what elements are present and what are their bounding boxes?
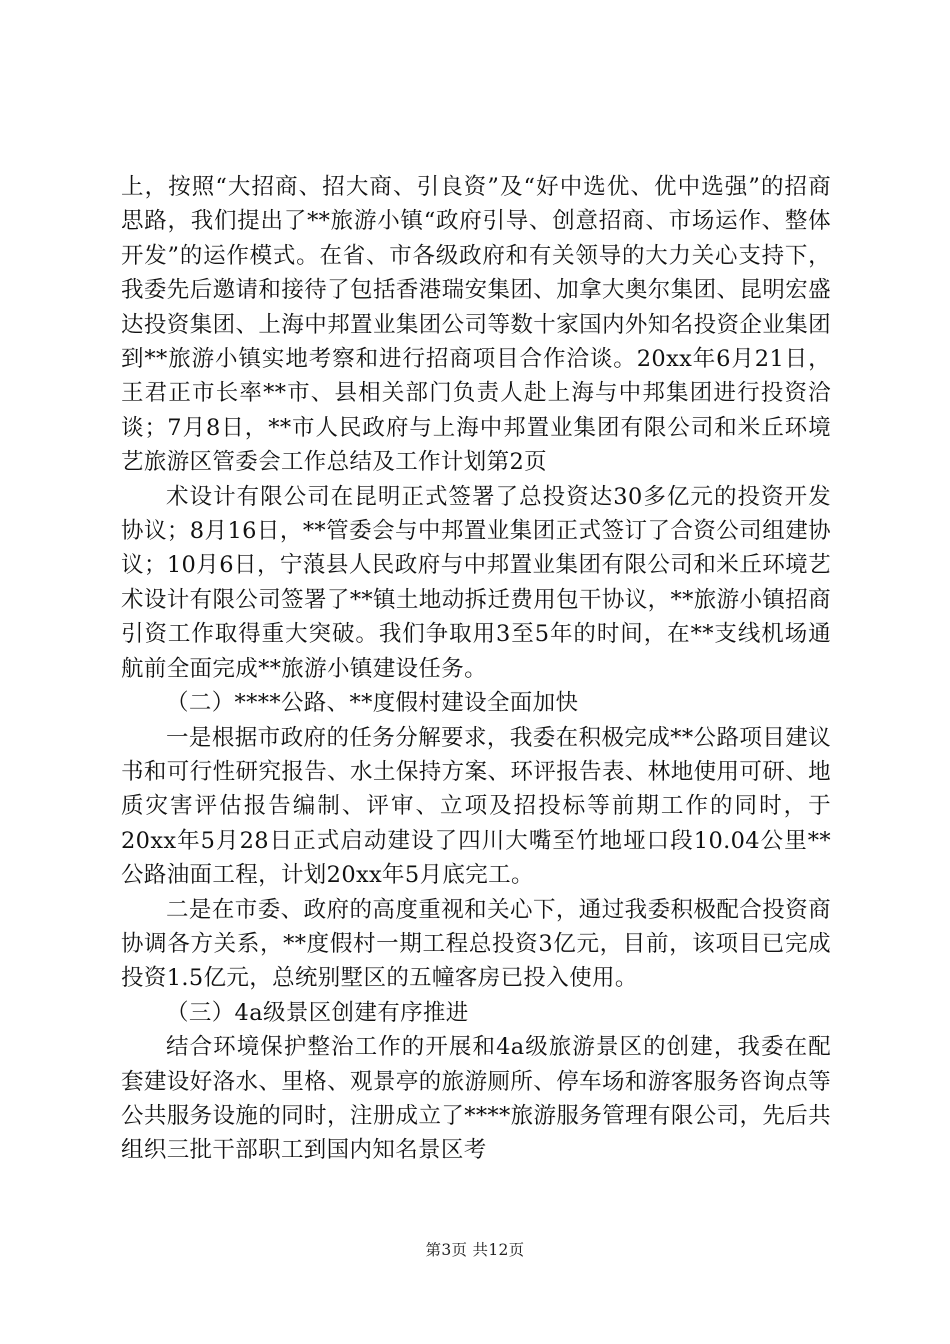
document-body xyxy=(121,170,831,1168)
paragraph-scenic-area: 结合环境保护整治工作的开展和4a级旅游景区的创建，我委在配套建设好洛水、里格、观景亭的旅游厕所、停车场和游客服务咨询点等公共服务设施的同时，注册成立了****旅游服务管理有限公司，先后共组织三批干部职工到国内知名景区考 xyxy=(121,1034,831,1164)
paragraph-road-project: 一是根据市政府的任务分解要求，我委在积极完成**公路项目建议书和可行性研究报告、水土保持方案、环评报告表、林地使用可研、地质灾害评估报告编制、评审、立项及招投标等前期工作的同时，于20xx年5月28日正式启动建设了四川大嘴至竹地垭口段10.04公里**公路油面工程，计划20xx年5月底完工。 xyxy=(121,724,831,889)
paragraph-resort-project: 二是在市委、政府的高度重视和关心下，通过我委积极配合投资商协调各方关系，**度假村一期工程总投资3亿元，目前，该项目已完成投资1.5亿元，总统别墅区的五幢客房已投入使用。 xyxy=(121,896,831,992)
section-heading-3: （三）4a级景区创建有序推进 xyxy=(166,999,469,1026)
section-heading-2: （二）****公路、**度假村建设全面加快 xyxy=(166,690,579,717)
paragraph-continuation: 上，按照“大招商、招大商、引良资”及“好中选优、优中选强”的招商思路，我们提出了**旅游小镇“政府引导、创意招商、市场运作、整体开发”的运作模式。在省、市各级政府和有关领导的大力关心支持下，我委先后邀请和接待了包括香港瑞安集团、加拿大奥尔集团、昆明宏盛达投资集团、上海中邦置业集团公司等数十家国内外知名投资企业集团到**旅游小镇实地考察和进行招商项目合作洽谈。20xx年6月21日，王君正市长率**市、县相关部门负责人赴上海与中邦集团进行投资洽谈；7月8日，**市人民政府与上海中邦置业集团有限公司和米丘环境艺旅游区管委会工作总结及工作计划第2页 xyxy=(121,174,831,476)
paragraph-investment-agreement: 术设计有限公司在昆明正式签署了总投资达30多亿元的投资开发协议；8月16日，**管委会与中邦置业集团正式签订了合资公司组建协议；10月6日，宁蒗县人民政府与中邦置业集团有限公司和米丘环境艺术设计有限公司签署了**镇土地动拆迁费用包干协议，**旅游小镇招商引资工作取得重大突破。我们争取用3至5年的时间，在**支线机场通航前全面完成**旅游小镇建设任务。 xyxy=(121,483,831,682)
page-footer: 第3页 共12页 xyxy=(425,1241,525,1259)
